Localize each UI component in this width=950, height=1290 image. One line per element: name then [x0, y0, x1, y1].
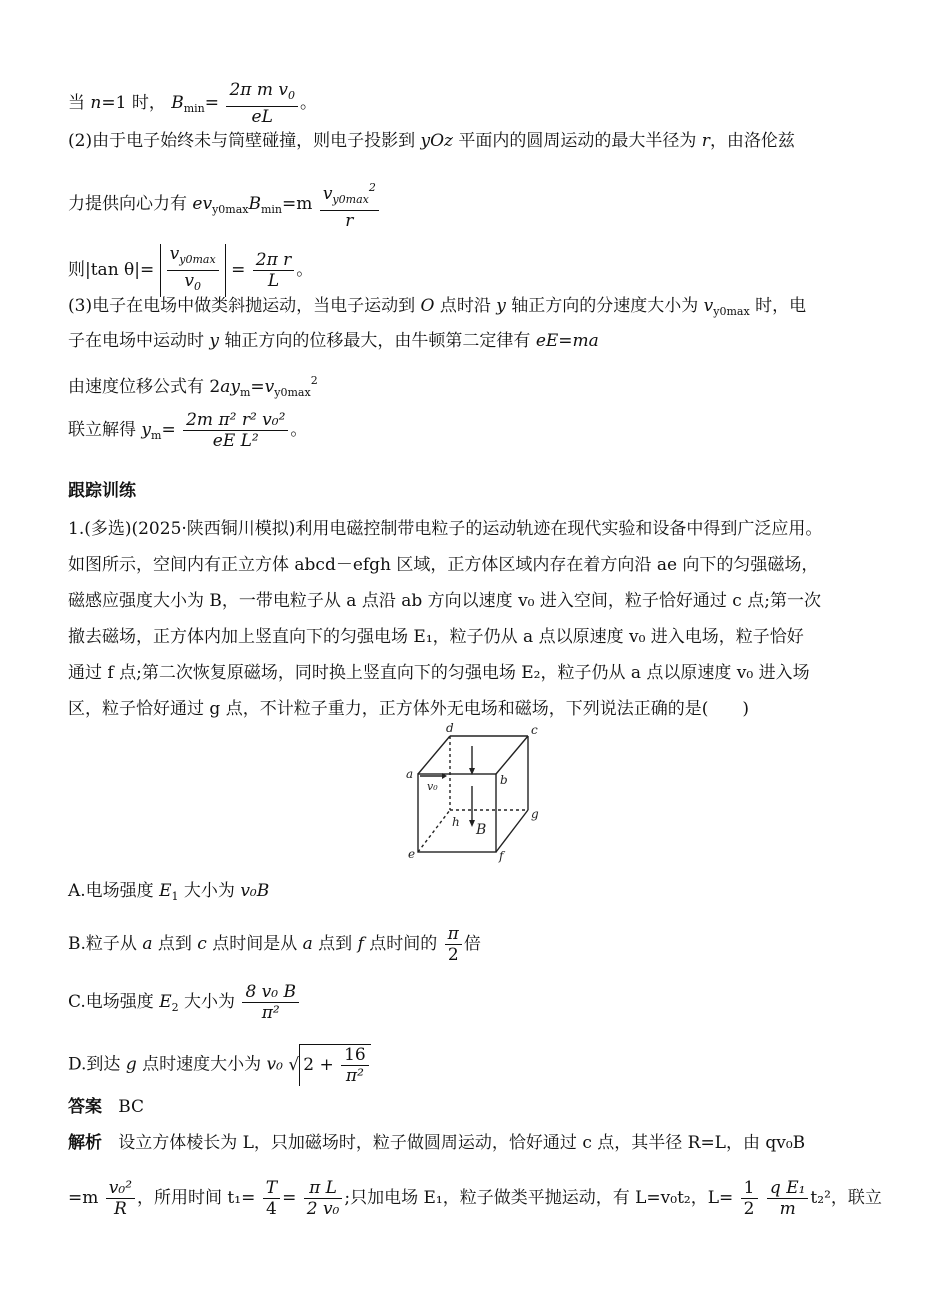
- answer-value: BC: [118, 1097, 145, 1117]
- section-title: 跟踪训练: [68, 481, 136, 501]
- text: (2)由于电子始终未与筒壁碰撞，则电子投影到: [68, 131, 421, 151]
- denominator: 4: [265, 1199, 277, 1219]
- edge-fg: [496, 810, 528, 852]
- text: =: [250, 377, 265, 397]
- subscript: m: [151, 429, 162, 442]
- denominator: R: [113, 1199, 127, 1219]
- equation: eE=ma: [535, 331, 599, 351]
- text: 2 +: [303, 1055, 340, 1075]
- var: c: [197, 934, 207, 954]
- text: 则|tan θ|=: [68, 260, 155, 280]
- analysis-line-1: [68, 1132, 805, 1154]
- denominator: 2 v₀: [306, 1199, 340, 1219]
- var: v: [703, 296, 714, 316]
- subscript: y0max: [274, 386, 311, 399]
- prev-line-2: [68, 130, 795, 152]
- fraction: [242, 982, 299, 1023]
- text: 点时速度大小为: [136, 1054, 267, 1075]
- subscript: 0: [193, 280, 201, 293]
- text: 子在电场中运动时: [68, 331, 210, 351]
- question-line-6: 区，粒子恰好通过 g 点，不计粒子重力，正方体外无电场和磁场，下列说法正确的是( ): [68, 699, 749, 719]
- numerator: 2π r: [253, 250, 295, 271]
- denominator: 2: [447, 945, 459, 965]
- question-line-1: 1.(多选)(2025·陕西铜川模拟)利用电磁控制带电粒子的运动轨迹在现代实验和设备中得到广泛应用。: [68, 519, 823, 539]
- prev-line-7: [68, 370, 318, 404]
- numerator: v: [322, 184, 333, 204]
- fraction: [167, 244, 219, 297]
- subscript: y0max: [332, 193, 369, 206]
- numerator: 2π m v: [229, 80, 288, 100]
- text: A.电场强度: [68, 881, 160, 901]
- option-C: [68, 982, 301, 1023]
- fraction: [445, 924, 462, 965]
- var: yOz: [420, 131, 453, 151]
- text: 设立方体棱长为 L，只加磁场时，粒子做圆周运动，恰好通过 c 点，其半径 R=L，由 qv₀B: [118, 1133, 806, 1153]
- var: E: [159, 881, 172, 901]
- numerator: 1: [741, 1178, 758, 1199]
- var: y: [209, 331, 220, 351]
- subscript: m: [239, 386, 251, 399]
- text: 联立解得: [68, 420, 142, 440]
- text: B.粒子从: [68, 934, 143, 954]
- superscript: 2: [310, 374, 318, 387]
- numerator: v: [169, 244, 180, 264]
- var-n: n: [90, 93, 102, 113]
- subscript: 2: [171, 1001, 179, 1014]
- edge-eh: [418, 810, 450, 852]
- numerator: π L: [304, 1178, 343, 1199]
- question-line-2: 如图所示，空间内有正立方体 abcd－efgh 区域，正方体区域内存在着方向沿 ae 向下的匀强磁场，: [68, 555, 819, 575]
- var: f: [357, 934, 364, 954]
- var: E: [159, 992, 172, 1012]
- text: ，所用时间 t₁=: [137, 1188, 256, 1208]
- label-a: a: [406, 767, 414, 781]
- analysis-label: 解析: [68, 1133, 102, 1153]
- label-B: B: [476, 822, 487, 838]
- label-b: b: [500, 773, 508, 787]
- prev-line-1: [68, 80, 317, 127]
- option-D: [68, 1044, 371, 1086]
- text: 大小为: [178, 992, 236, 1012]
- text: 大小为: [178, 881, 241, 901]
- numerator: v₀²: [106, 1178, 135, 1199]
- fraction: [106, 1178, 135, 1219]
- var-B: B: [171, 93, 184, 113]
- fraction: [226, 80, 298, 127]
- denominator: eE L²: [212, 431, 259, 451]
- denominator: r: [345, 211, 354, 231]
- var: ay: [220, 377, 240, 397]
- text: 点时间是从: [206, 934, 303, 954]
- question-line-5: 通过 f 点;第二次恢复原磁场，同时换上竖直向下的匀强电场 E₂，粒子仍从 a 点以原速度 v₀ 进入场: [68, 663, 810, 683]
- var: O: [420, 296, 435, 316]
- text: 。: [290, 420, 308, 440]
- var: a: [302, 934, 313, 954]
- text: 轴正方向的分速度大小为: [505, 296, 704, 316]
- question-line-4: 撤去磁场，正方体内加上竖直向下的匀强电场 E₁，粒子仍从 a 点以原速度 v₀ 进入电场，粒子恰好: [68, 627, 804, 647]
- subscript: y0max: [713, 305, 750, 318]
- var: g: [125, 1054, 137, 1075]
- var: v₀: [266, 1054, 283, 1075]
- denominator: v: [184, 271, 194, 291]
- subscript: y0max: [179, 253, 216, 266]
- fraction: [183, 410, 288, 451]
- answer-line: [68, 1096, 144, 1118]
- text: =1 时，: [101, 93, 166, 113]
- var: y: [141, 420, 152, 440]
- text: 轴正方向的位移最大，由牛顿第二定律有: [219, 331, 536, 351]
- edge-ad: [418, 736, 450, 774]
- text: 力提供向心力有: [68, 194, 193, 214]
- label-c: c: [531, 723, 538, 737]
- label-e: e: [408, 847, 416, 861]
- numerator: 2m π² r² v₀²: [183, 410, 288, 431]
- fraction: [320, 178, 379, 231]
- absolute-value: [160, 244, 226, 297]
- cube-figure: [400, 718, 550, 868]
- fraction: [341, 1045, 369, 1086]
- label-d: d: [446, 721, 454, 735]
- denominator: L: [267, 271, 280, 291]
- numerator: T: [263, 1178, 280, 1199]
- numerator: 8 v₀ B: [242, 982, 299, 1003]
- subscript: 1: [171, 890, 179, 903]
- text: =: [204, 93, 220, 113]
- text: t₂²，联立: [810, 1188, 882, 1208]
- text: 倍: [463, 934, 481, 954]
- fraction: [253, 250, 295, 291]
- fraction: [304, 1178, 343, 1219]
- text: 。: [296, 260, 314, 280]
- edge-bc: [496, 736, 528, 774]
- label-v0: v₀: [427, 780, 438, 793]
- text: =m: [68, 1188, 99, 1208]
- text: 点到: [152, 934, 198, 954]
- fraction: [263, 1178, 280, 1219]
- text: D.到达: [68, 1054, 126, 1075]
- text: 。: [299, 93, 317, 113]
- var: ev: [192, 194, 213, 214]
- text: ;只加电场 E₁，粒子做类平抛运动，有 L=v₀t₂，L=: [344, 1188, 734, 1208]
- denominator: π²: [261, 1003, 280, 1023]
- text: =: [161, 420, 176, 440]
- text: 点时沿: [434, 296, 497, 316]
- subscript: y0max: [212, 203, 249, 216]
- text: =: [282, 1188, 297, 1208]
- var: r: [701, 131, 710, 151]
- text: 当: [68, 93, 85, 113]
- var: v: [264, 377, 275, 397]
- numerator: q E₁: [767, 1178, 809, 1199]
- denominator: 2: [743, 1199, 755, 1219]
- text: C.电场强度: [68, 992, 160, 1012]
- var: B: [248, 194, 261, 214]
- fraction: [741, 1178, 758, 1219]
- var: a: [142, 934, 153, 954]
- text: 由速度位移公式有 2: [68, 377, 221, 397]
- text: =m: [282, 194, 313, 214]
- prev-line-8: [68, 410, 307, 451]
- prev-line-3: [68, 178, 381, 231]
- var: v₀B: [240, 881, 270, 901]
- text: ，由洛伦兹: [709, 131, 795, 151]
- prev-line-6: [68, 330, 599, 352]
- numerator: 16: [341, 1045, 369, 1066]
- text: 点到: [312, 934, 358, 954]
- answer-label: 答案: [68, 1097, 102, 1117]
- prev-line-4: [68, 244, 313, 297]
- subscript: min: [260, 203, 283, 216]
- question-line-3: 磁感应强度大小为 B，一带电粒子从 a 点沿 ab 方向以速度 v₀ 进入空间，粒子恰好通过 c 点;第一次: [68, 591, 821, 611]
- field-arrowhead-2: [469, 820, 475, 827]
- subscript: min: [183, 102, 205, 115]
- analysis-line-2: [68, 1178, 882, 1219]
- denominator: eL: [251, 107, 273, 127]
- text: =: [231, 260, 246, 280]
- denominator: π²: [345, 1066, 364, 1086]
- text: 平面内的圆周运动的最大半径为: [452, 131, 702, 151]
- label-f: f: [499, 849, 504, 863]
- label-h: h: [452, 815, 460, 829]
- text: (3)电子在电场中做类斜抛运动，当电子运动到: [68, 296, 421, 316]
- prev-line-5: [68, 295, 806, 323]
- denominator: m: [779, 1199, 796, 1219]
- fraction: [767, 1178, 809, 1219]
- subscript: 0: [287, 89, 295, 102]
- label-g: g: [531, 807, 539, 821]
- radical: √ 2 + $\frac{16}{\text{π²}}$: [288, 1044, 370, 1086]
- var: y: [496, 296, 506, 316]
- option-A: [68, 880, 269, 908]
- text: 点时间的: [363, 934, 438, 954]
- option-B: [68, 924, 481, 965]
- numerator: π: [445, 924, 462, 945]
- text: 时，电: [749, 296, 807, 316]
- superscript: 2: [368, 181, 376, 194]
